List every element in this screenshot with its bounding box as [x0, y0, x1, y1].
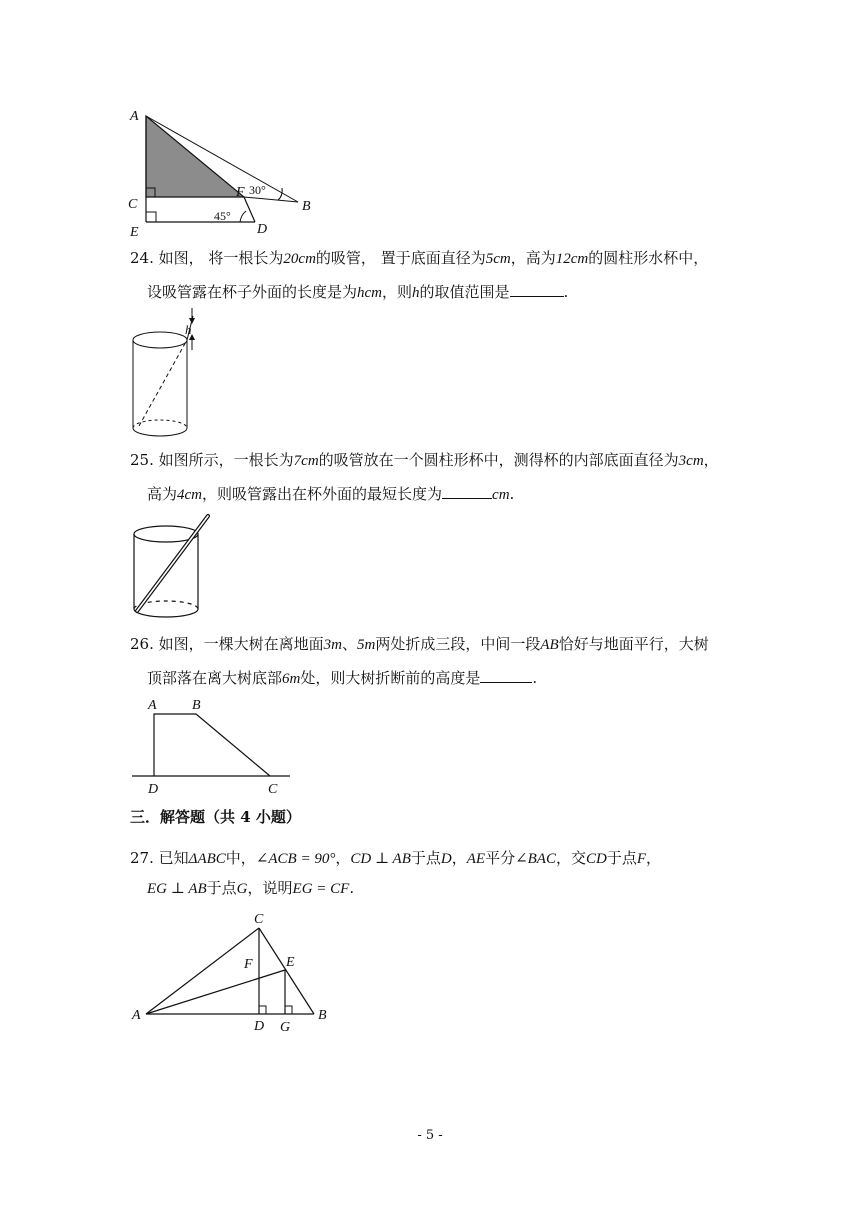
text-segment: 高为 — [147, 485, 178, 503]
label-g: G — [280, 1020, 291, 1035]
answer-blank[interactable] — [480, 668, 532, 683]
question-26-line-1 — [130, 634, 709, 655]
page-number: - 5 - — [417, 1128, 443, 1143]
shaded-triangle — [146, 116, 244, 197]
label-b: B — [192, 698, 201, 713]
math-expression: hcm — [357, 285, 383, 301]
label-b: B — [318, 1008, 327, 1023]
label-a: A — [132, 1008, 141, 1023]
right-angle-mark-e — [146, 212, 156, 222]
label-angle-30: 30° — [249, 183, 266, 197]
cylinder-bottom-front — [134, 609, 198, 617]
question-27-line-1 — [130, 848, 661, 869]
label-d: D — [148, 782, 159, 797]
text-segment: ，则吸管露出在杯外面的最短长度为 — [202, 485, 443, 503]
label-a: A — [130, 109, 139, 124]
label-e: E — [286, 955, 295, 970]
unit-cm: cm — [492, 487, 510, 503]
question-text — [159, 249, 709, 267]
math-expression: G — [236, 881, 248, 897]
math-expression: AB — [540, 637, 559, 653]
question-text — [147, 669, 480, 687]
figure-triangle-q23 — [120, 100, 330, 240]
question-text — [159, 451, 719, 469]
math-expression: 7cm — [293, 453, 319, 469]
segment-ae — [146, 970, 285, 1014]
figure-tree-q26 — [128, 692, 298, 800]
question-25-line-1 — [130, 450, 719, 471]
label-c: C — [268, 782, 278, 797]
text-segment: 如图，一棵大树在离地面 — [158, 635, 324, 653]
section-heading: 三．解答题（共 4 小题） — [130, 808, 301, 826]
math-expression: EG = CF — [292, 881, 350, 897]
text-segment: 的吸管放在一个圆柱形杯中，测得杯的内部底面直径为 — [318, 451, 679, 469]
label-b: B — [302, 199, 311, 214]
text-segment: 、 — [342, 635, 358, 653]
figure-cylinder-q24 — [125, 300, 215, 445]
text-segment: ，则 — [382, 283, 413, 301]
math-expression: D — [440, 851, 452, 867]
text-segment: 的吸管， 置于底面直径为 — [315, 249, 486, 267]
text-segment: ，高为 — [510, 249, 556, 267]
question-number: 24. — [130, 249, 154, 267]
label-h: h — [185, 322, 192, 337]
math-expression: 20cm — [283, 251, 316, 267]
label-f: F — [244, 957, 253, 972]
math-expression: AE — [466, 851, 486, 867]
math-expression: CD — [586, 851, 607, 867]
question-27-line-2 — [147, 878, 354, 899]
text-segment: 于点 — [410, 849, 441, 867]
segment-cb — [259, 928, 314, 1014]
text-segment: 如图， 将一根长为 — [158, 249, 284, 267]
question-number: 27. — [130, 849, 154, 867]
label-d: D — [254, 1019, 265, 1034]
math-expression: ∠BAC — [515, 851, 556, 867]
angle-arc-30 — [278, 188, 282, 200]
segment-fd — [244, 197, 255, 222]
label-c: C — [128, 197, 138, 212]
text-segment: 中， — [225, 849, 256, 867]
question-26-line-2 — [147, 668, 537, 689]
math-expression: EG ⊥ AB — [147, 881, 207, 897]
text-segment: 如图所示，一根长为 — [158, 451, 294, 469]
cylinder-bottom-front — [133, 428, 187, 436]
text-segment: 恰好与地面平行，大树 — [558, 635, 709, 653]
text-segment: 处，则大树折断前的高度是 — [300, 669, 481, 687]
question-text — [147, 879, 354, 897]
question-text — [147, 485, 442, 503]
text-segment: ， — [335, 849, 351, 867]
text-segment: 设吸管露在杯子外面的长度是为 — [147, 283, 358, 301]
math-expression: 4cm — [177, 487, 203, 503]
label-a: A — [148, 698, 157, 713]
math-expression: h — [412, 285, 420, 301]
question-25-line-2 — [147, 484, 514, 505]
text-segment: ， — [451, 849, 467, 867]
question-text — [159, 849, 661, 867]
text-segment: ， — [646, 849, 662, 867]
math-expression: 12cm — [555, 251, 589, 267]
text-segment: 已知 — [158, 849, 189, 867]
label-c: C — [254, 912, 264, 927]
straw-inside — [139, 340, 187, 426]
text-segment: ，说明 — [247, 879, 293, 897]
math-expression: ∠ACB = 90° — [255, 851, 336, 867]
question-end: . — [563, 283, 569, 301]
question-number: 26. — [130, 635, 154, 653]
text-segment: 平分 — [485, 849, 516, 867]
text-segment: ，交 — [555, 849, 586, 867]
right-angle-mark-g — [285, 1006, 292, 1014]
cylinder-bottom-back — [133, 420, 187, 428]
text-segment: . — [349, 879, 355, 897]
question-24-line-1 — [130, 248, 708, 269]
math-expression: 3cm — [678, 453, 704, 469]
figure-cylinder-q25 — [128, 512, 228, 622]
question-number: 25. — [130, 451, 154, 469]
tree-outline — [154, 714, 270, 776]
cylinder-top — [133, 332, 187, 348]
text-segment: 的圆柱形水杯中， — [588, 249, 709, 267]
label-e: E — [130, 225, 139, 240]
label-angle-45: 45° — [214, 209, 231, 223]
question-end: . — [509, 485, 515, 503]
question-text — [147, 283, 510, 301]
text-segment: ， — [703, 451, 719, 469]
question-text — [159, 635, 709, 653]
label-f: F — [236, 185, 245, 200]
segment-ac — [146, 928, 259, 1014]
angle-arc-45 — [240, 211, 246, 222]
math-expression: 5cm — [485, 251, 511, 267]
math-expression: 3m — [323, 637, 342, 653]
text-segment: 于点 — [206, 879, 237, 897]
label-d: D — [257, 222, 268, 237]
text-segment: 两处折成三段，中间一段 — [375, 635, 541, 653]
text-segment: 的取值范围是 — [419, 283, 510, 301]
right-angle-mark-d — [259, 1006, 266, 1014]
answer-blank[interactable] — [510, 282, 564, 297]
math-expression: CD ⊥ AB — [350, 851, 411, 867]
answer-blank[interactable] — [442, 484, 492, 499]
text-segment: 于点 — [606, 849, 637, 867]
math-expression: ΔABC — [188, 851, 226, 867]
text-segment: 顶部落在离大树底部 — [147, 669, 283, 687]
straw-inner — [137, 516, 208, 611]
math-expression: 6m — [282, 671, 301, 687]
question-end: . — [532, 669, 538, 687]
math-expression: 5m — [357, 637, 376, 653]
figure-triangle-q27 — [128, 906, 338, 1036]
math-expression: F — [636, 851, 647, 867]
